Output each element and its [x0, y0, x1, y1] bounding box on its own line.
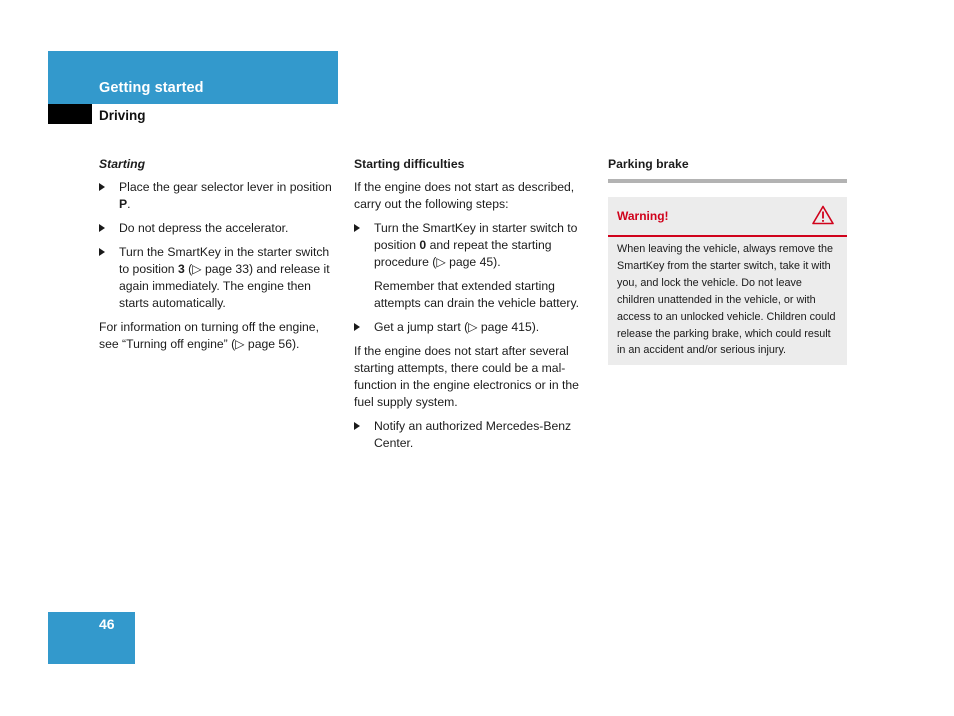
list-item: Turn the SmartKey in starter switch to position 0 and repeat the starting procedure (▷ page 45). — [354, 220, 598, 271]
subsection-title: Driving — [99, 108, 146, 123]
page-number: 46 — [99, 616, 115, 632]
bullet-arrow-icon — [354, 323, 360, 331]
section-title: Getting started — [99, 80, 204, 96]
list-item: Do not depress the accelerator. — [99, 220, 339, 237]
column-starting — [99, 156, 339, 360]
bullet-arrow-icon — [99, 248, 105, 256]
warning-box — [608, 197, 847, 365]
malfunction-paragraph: If the engine does not start after several starting attempts, there could be a mal-function in the engine electronics or in the fuel supply system. — [354, 344, 579, 409]
battery-note: Remember that extended starting attempts can drain the vehicle battery. — [374, 279, 580, 310]
list-item: Place the gear selector lever in position P. — [99, 179, 339, 213]
list-item: Get a jump start (▷ page 415). — [354, 319, 598, 336]
starting-heading: Starting — [99, 157, 146, 171]
bullet-arrow-icon — [99, 183, 105, 191]
warning-triangle-icon — [812, 205, 834, 225]
page-number-box — [48, 612, 135, 664]
bullet-arrow-icon — [354, 224, 360, 232]
difficulties-intro: If the engine does not start as described, carry out the following steps: — [354, 180, 575, 211]
warning-header — [608, 197, 847, 237]
subsection-marker — [48, 104, 92, 124]
warning-text: When leaving the vehicle, always remove the SmartKey from the starter switch, take it with you, and lock the vehicle. Do not leave children unattended in the vehicle, or with access to an unlocked vehicle. Children could release the parking brake, which could result in an accident and/or serious injury. — [617, 243, 836, 357]
column-parking-brake — [608, 156, 847, 365]
turn-off-reference: For information on turning off the engine, see “Turning off engine” (▷ page 56). — [99, 320, 319, 351]
heading-rule — [608, 179, 847, 183]
bullet-arrow-icon — [354, 422, 360, 430]
list-item: Turn the SmartKey in the starter switch to position 3 (▷ page 33) and release it again immediately. The engine then starts automatically. — [99, 244, 339, 312]
list-item: Notify an authorized Mercedes-Benz Center. — [354, 418, 598, 452]
bullet-arrow-icon — [99, 224, 105, 232]
starting-difficulties-heading: Starting difficulties — [354, 157, 465, 171]
warning-title: Warning! — [617, 209, 669, 223]
header-bar — [48, 51, 338, 104]
column-starting-difficulties — [354, 156, 598, 459]
parking-brake-heading: Parking brake — [608, 157, 689, 171]
